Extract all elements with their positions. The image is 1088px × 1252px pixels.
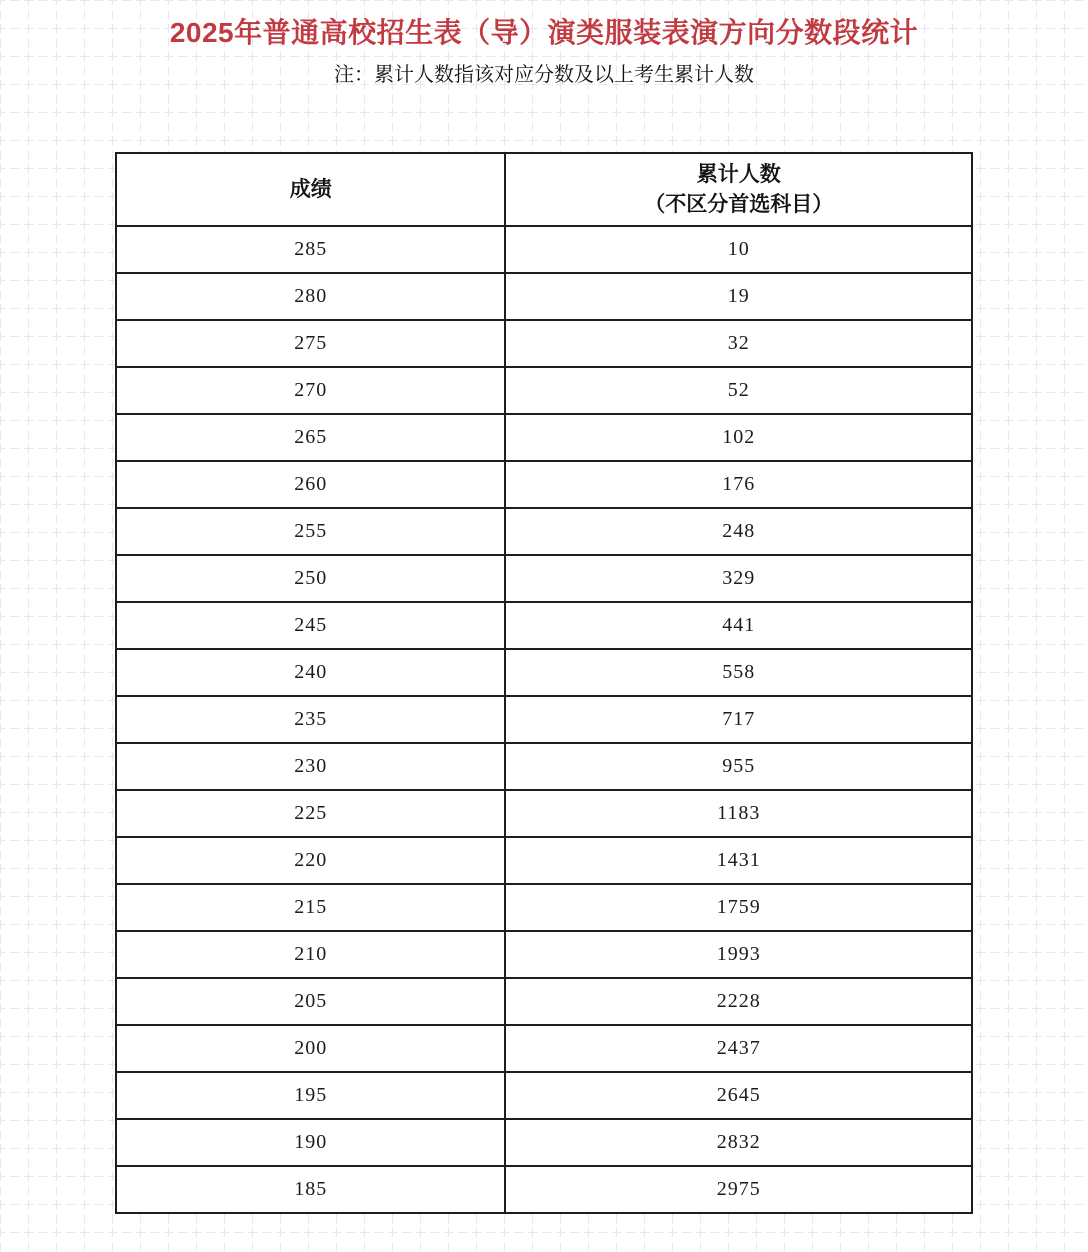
score-cell: 190 (116, 1119, 505, 1166)
table-row (116, 1025, 972, 1072)
table-row (116, 555, 972, 602)
table-row (116, 1072, 972, 1119)
score-cell: 285 (116, 226, 505, 273)
count-cell: 2975 (505, 1166, 972, 1213)
count-cell: 19 (505, 273, 972, 320)
page-title: 2025年普通高校招生表（导）演类服装表演方向分数段统计 (169, 17, 919, 48)
score-table-header (116, 153, 972, 226)
score-cell: 220 (116, 837, 505, 884)
count-cell: 2228 (505, 978, 972, 1025)
score-column-label: 成绩 (289, 177, 332, 201)
score-table (115, 152, 973, 1214)
table-row (116, 461, 972, 508)
score-cell: 245 (116, 602, 505, 649)
score-cell: 205 (116, 978, 505, 1025)
table-row (116, 226, 972, 273)
count-cell: 329 (505, 555, 972, 602)
score-cell: 195 (116, 1072, 505, 1119)
table-row (116, 1166, 972, 1213)
score-cell: 200 (116, 1025, 505, 1072)
table-row (116, 649, 972, 696)
score-cell: 235 (116, 696, 505, 743)
table-row (116, 790, 972, 837)
score-cell: 185 (116, 1166, 505, 1213)
count-cell: 558 (505, 649, 972, 696)
count-cell: 248 (505, 508, 972, 555)
header-row (116, 153, 972, 226)
count-cell: 1993 (505, 931, 972, 978)
table-row (116, 837, 972, 884)
table-row (116, 508, 972, 555)
table-row (116, 367, 972, 414)
count-cell: 176 (505, 461, 972, 508)
table-row (116, 273, 972, 320)
table-row (116, 978, 972, 1025)
count-column-label-line2: （不区分首选科目） (644, 192, 834, 216)
score-cell: 265 (116, 414, 505, 461)
count-cell: 2645 (505, 1072, 972, 1119)
score-cell: 250 (116, 555, 505, 602)
table-row (116, 743, 972, 790)
table-row (116, 414, 972, 461)
count-cell: 2832 (505, 1119, 972, 1166)
table-row (116, 931, 972, 978)
score-column-header (116, 153, 505, 226)
score-cell: 240 (116, 649, 505, 696)
count-cell: 10 (505, 226, 972, 273)
count-cell: 717 (505, 696, 972, 743)
table-row (116, 1119, 972, 1166)
count-cell: 32 (505, 320, 972, 367)
count-cell: 1431 (505, 837, 972, 884)
score-cell: 215 (116, 884, 505, 931)
count-cell: 1183 (505, 790, 972, 837)
note-text: 注：累计人数指该对应分数及以上考生累计人数 (334, 64, 754, 86)
count-cell: 102 (505, 414, 972, 461)
score-cell: 230 (116, 743, 505, 790)
count-cell: 1759 (505, 884, 972, 931)
score-cell: 260 (116, 461, 505, 508)
score-cell: 210 (116, 931, 505, 978)
table-row (116, 696, 972, 743)
count-column-header (505, 153, 972, 226)
score-cell: 255 (116, 508, 505, 555)
score-cell: 275 (116, 320, 505, 367)
count-cell: 955 (505, 743, 972, 790)
count-cell: 441 (505, 602, 972, 649)
score-cell: 225 (116, 790, 505, 837)
table-row (116, 320, 972, 367)
score-cell: 280 (116, 273, 505, 320)
count-cell: 52 (505, 367, 972, 414)
count-column-label-line1: 累计人数 (696, 162, 781, 186)
score-table-body (116, 226, 972, 1213)
table-row (116, 884, 972, 931)
table-row (116, 602, 972, 649)
score-cell: 270 (116, 367, 505, 414)
count-cell: 2437 (505, 1025, 972, 1072)
